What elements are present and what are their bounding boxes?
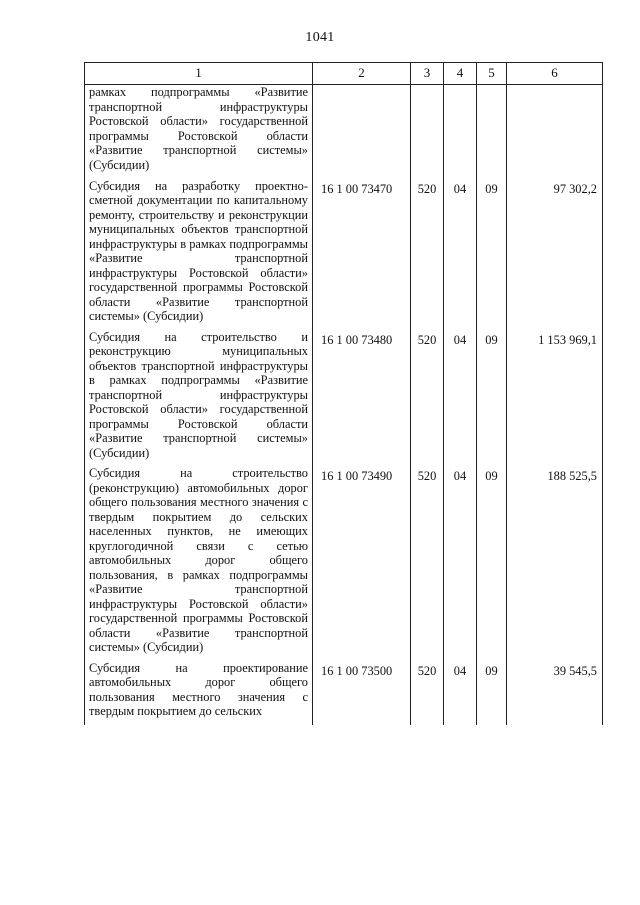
table-row [85,661,603,725]
page-number: 1041 [305,30,335,45]
row-rz-code: 04 [444,330,477,467]
row-vr-code: 520 [411,661,444,725]
column-header: 1 [85,63,313,85]
row-amount: 97 302,2 [507,179,603,330]
column-header: 5 [477,63,507,85]
row-description: Субсидия на проектирование автомобильных дорог общего пользования местного значения с твердым покрытием до сельских [85,661,313,725]
row-pr-code: 09 [477,661,507,725]
row-vr-code: 520 [411,330,444,467]
column-header: 2 [313,63,411,85]
row-rz-code [444,85,477,179]
row-amount: 39 545,5 [507,661,603,725]
table-row [85,330,603,467]
table-row [85,179,603,330]
row-vr-code: 520 [411,179,444,330]
row-csr-code [313,85,411,179]
row-csr-code: 16 1 00 73480 [313,330,411,467]
column-header: 3 [411,63,444,85]
row-pr-code: 09 [477,330,507,467]
row-vr-code: 520 [411,466,444,661]
table-header-row [85,63,603,85]
row-amount: 188 525,5 [507,466,603,661]
row-pr-code: 09 [477,466,507,661]
table-row [85,85,603,179]
column-header: 4 [444,63,477,85]
row-description: Субсидия на строительство (реконструкцию) автомобильных дорог общего пользования местного значения с твердым покрытием до сельских населенных пунктов, не имеющих круглогодичной связи с сетью автомобильных дорог общего пользования, в рамках подпрограммы «Развитие транспортной инфраструктуры Ростовской области» государственной программы Ростовской области «Развитие транспортной системы» (Субсидии) [85,466,313,661]
row-pr-code: 09 [477,179,507,330]
budget-table [84,62,603,725]
row-csr-code: 16 1 00 73500 [313,661,411,725]
row-amount [507,85,603,179]
row-description: рамках подпрограммы «Развитие транспортной инфраструктуры Ростовской области» государственной программы Ростовской области «Развитие транспортной системы» (Субсидии) [85,85,313,179]
row-vr-code [411,85,444,179]
row-csr-code: 16 1 00 73490 [313,466,411,661]
row-pr-code [477,85,507,179]
row-description: Субсидия на разработку проектно-сметной документации по капитальному ремонту, строительству и реконструкции муниципальных объектов транспортной инфраструктуры в рамках подпрограммы «Развитие транспортной инфраструктуры Ростовской области» государственной программы Ростовской области «Развитие транспортной системы» (Субсидии) [85,179,313,330]
row-rz-code: 04 [444,179,477,330]
row-csr-code: 16 1 00 73470 [313,179,411,330]
row-rz-code: 04 [444,661,477,725]
column-header: 6 [507,63,603,85]
table-row [85,466,603,661]
row-description: Субсидия на строительство и реконструкцию муниципальных объектов транспортной инфраструктуры в рамках подпрограммы «Развитие транспортной инфраструктуры Ростовской области» государственной программы Ростовской области «Развитие транспортной системы» (Субсидии) [85,330,313,467]
row-rz-code: 04 [444,466,477,661]
row-amount: 1 153 969,1 [507,330,603,467]
